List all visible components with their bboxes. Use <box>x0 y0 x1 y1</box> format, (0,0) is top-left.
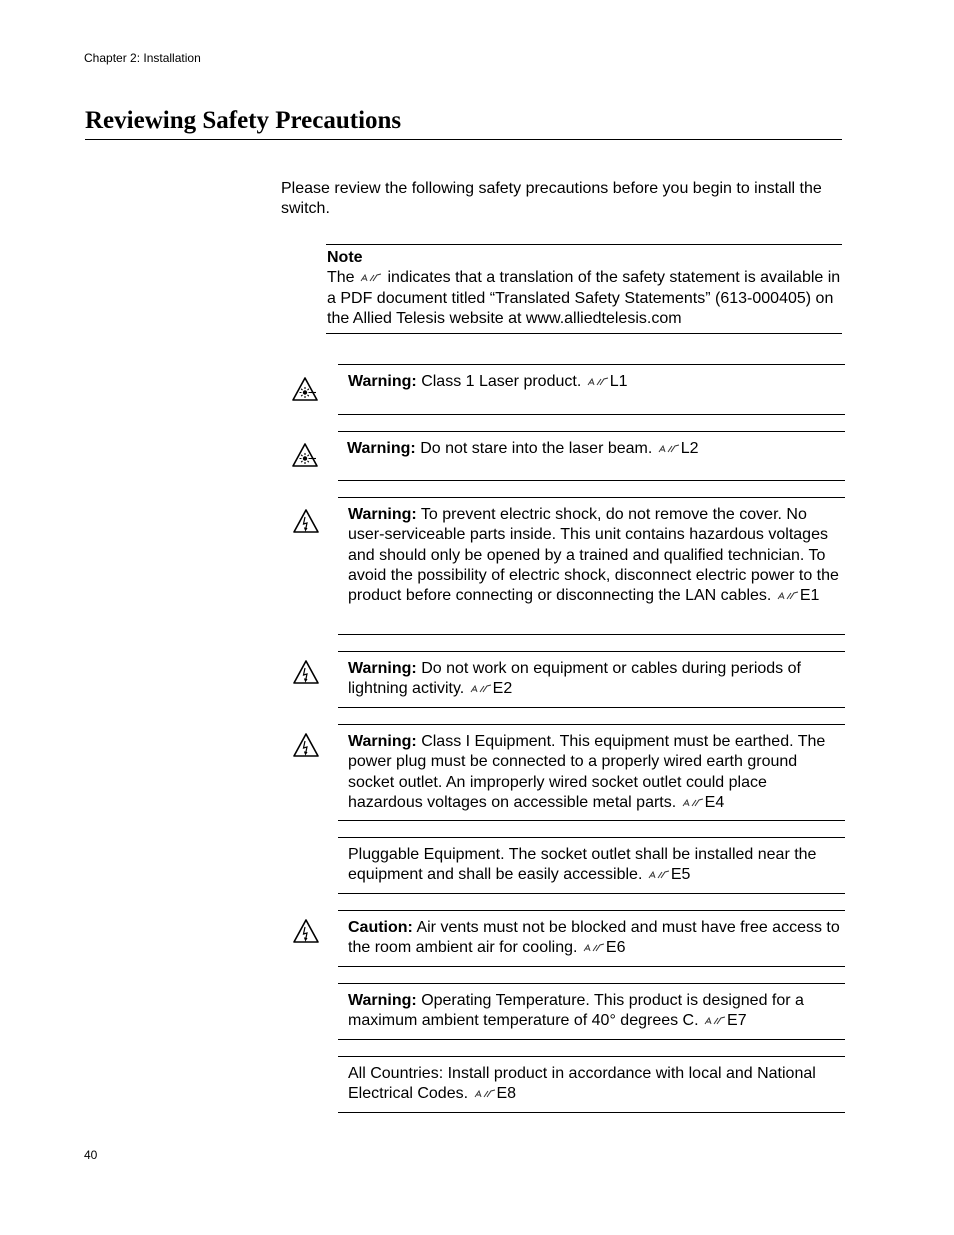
note-text-after: indicates that a translation of the safety statement is available in a PDF document titled “Translated Safety Statements” (613-000405) on the Allied Telesis website at www.alliedtelesis.com <box>327 269 841 327</box>
statement-label: Warning: <box>348 660 417 677</box>
statement-text: Pluggable Equipment. The socket outlet shall be installed near the equipment and shall be easily accessible. <box>348 846 817 884</box>
intro-paragraph: Please review the following safety precautions before you begin to install the switch. <box>281 180 822 218</box>
translation-icon <box>777 590 799 601</box>
statement-label: Warning: <box>348 373 417 390</box>
statement-code: E8 <box>496 1085 517 1103</box>
statement-text: Do not stare into the laser beam. <box>420 440 653 457</box>
statement-code: L2 <box>680 440 699 457</box>
electrical-warning-icon <box>292 508 320 534</box>
translation-icon <box>470 683 492 694</box>
laser-warning-icon <box>291 442 319 468</box>
electrical-warning-icon <box>292 732 320 758</box>
statement-text: Class I Equipment. This equipment must be earthed. The power plug must be connected to a properly wired earth ground socket outlet. An improperly wired socket outlet could place hazardous voltages on accessible metal parts. <box>348 733 826 811</box>
statement-text: Do not work on equipment or cables during periods of lightning activity. <box>348 660 801 698</box>
statement-label: Warning: <box>348 992 417 1009</box>
translation-icon <box>704 1015 726 1026</box>
safety-statement-e1 <box>338 497 845 635</box>
statement-label: Warning: <box>348 506 417 523</box>
laser-warning-icon <box>291 376 319 402</box>
note-text-before: The <box>327 269 355 287</box>
electrical-warning-icon <box>292 659 320 685</box>
note-heading: Note <box>327 249 363 266</box>
statement-text: Operating Temperature. This product is designed for a maximum ambient temperature of 40° degrees C. <box>348 992 804 1030</box>
translation-icon <box>658 443 680 454</box>
statement-label: Warning: <box>348 733 417 750</box>
running-header: Chapter 2: Installation <box>84 51 201 65</box>
statement-code: E2 <box>492 680 513 698</box>
statement-text: All Countries: Install product in accordance with local and National Electrical Codes. <box>348 1065 816 1103</box>
safety-statement-e8 <box>338 1056 845 1113</box>
safety-statement-e5 <box>338 837 845 894</box>
safety-statement-l1 <box>338 364 845 415</box>
statement-code: E1 <box>799 587 820 605</box>
safety-statement-e7 <box>338 983 845 1040</box>
statement-code: E5 <box>670 866 691 884</box>
statement-label: Caution: <box>348 919 413 936</box>
translation-icon <box>648 869 670 880</box>
safety-statement-e4 <box>338 724 845 821</box>
statement-text: To prevent electric shock, do not remove the cover. No user-serviceable parts inside. This unit contains hazardous voltages and should only be opened by a trained and qualified technician. To avoid the possibility of electric shock, disconnect electric power to the product before connecting or disconnecting the LAN cables. <box>348 506 839 605</box>
page-number: 40 <box>84 1148 98 1162</box>
note-box <box>326 244 842 334</box>
translation-icon <box>682 797 704 808</box>
electrical-warning-icon <box>292 918 320 944</box>
section-title: Reviewing Safety Precautions <box>85 106 842 140</box>
statement-label: Warning: <box>347 440 416 457</box>
statement-code: E4 <box>704 793 725 811</box>
translation-icon <box>583 942 605 953</box>
safety-statement-e6 <box>338 910 845 967</box>
translation-icon <box>474 1088 496 1099</box>
statement-code: L1 <box>609 373 628 390</box>
note-text <box>327 268 842 329</box>
statement-text: Air vents must not be blocked and must have free access to the room ambient air for cooling. <box>348 919 840 957</box>
statement-code: E6 <box>605 939 626 957</box>
statement-text: Class 1 Laser product. <box>421 373 582 390</box>
translation-icon <box>587 376 609 387</box>
safety-statement-l2 <box>338 431 845 481</box>
translation-icon <box>360 272 382 283</box>
safety-statement-e2 <box>338 651 845 708</box>
statement-code: E7 <box>727 1012 747 1030</box>
